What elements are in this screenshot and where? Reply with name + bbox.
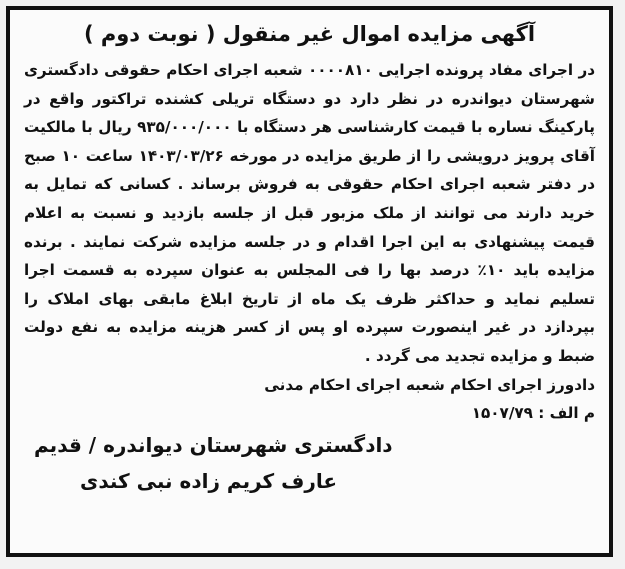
signer-line: دادورز اجرای احکام شعبه اجرای احکام مدنی	[264, 375, 595, 394]
footer-court: دادگستری شهرستان دیواندره / قدیم	[34, 432, 393, 457]
reference-number: م الف : ۱۵۰۷/۷۹	[471, 403, 595, 422]
notice-content	[24, 16, 595, 547]
notice-frame	[6, 6, 613, 557]
notice-title: آگهی مزایده اموال غیر منقول ( نوبت دوم )	[83, 22, 536, 46]
footer-name: عارف کریم زاده نبی کندی	[80, 468, 338, 493]
notice-body: در اجرای مفاد پرونده اجرایی ۰۰۰۰۸۱۰ شعبه اجرای احکام حقوقی دادگستری شهرستان دیواندره در نظر دارد دو دستگاه تریلی کشنده تراکتور واقع در پارکینگ نساره با قیمت کارشناسی هر دستگاه با ۹۳۵/۰۰۰/۰۰۰ ریال با مالکیت آقای پرویز درویشی را از طریق مزایده در مورخه ۱۴۰۳/۰۳/۲۶ ساعت ۱۰ صبح در دفتر شعبه اجرای احکام حقوقی به فروش برساند . کسانی که تمایل به خرید دارند می توانند از ملک مزبور قبل از جلسه بازدید و نسبت به اعلام قیمت پیشنهادی به این اجرا اقدام و در جلسه مزایده شرکت نمایند . برنده مزایده باید ۱۰٪ درصد بها را فی المجلس به عنوان سپرده به قسمت اجرا تسلیم نماید و حداکثر ظرف یک ماه از تاریخ ابلاغ مابقی بهای املاک را بپردازد در غیر اینصورت سپرده او پس از کسر هزینه مزایده به نفع دولت ضبط و مزایده تجدید می گردد .	[24, 61, 595, 365]
